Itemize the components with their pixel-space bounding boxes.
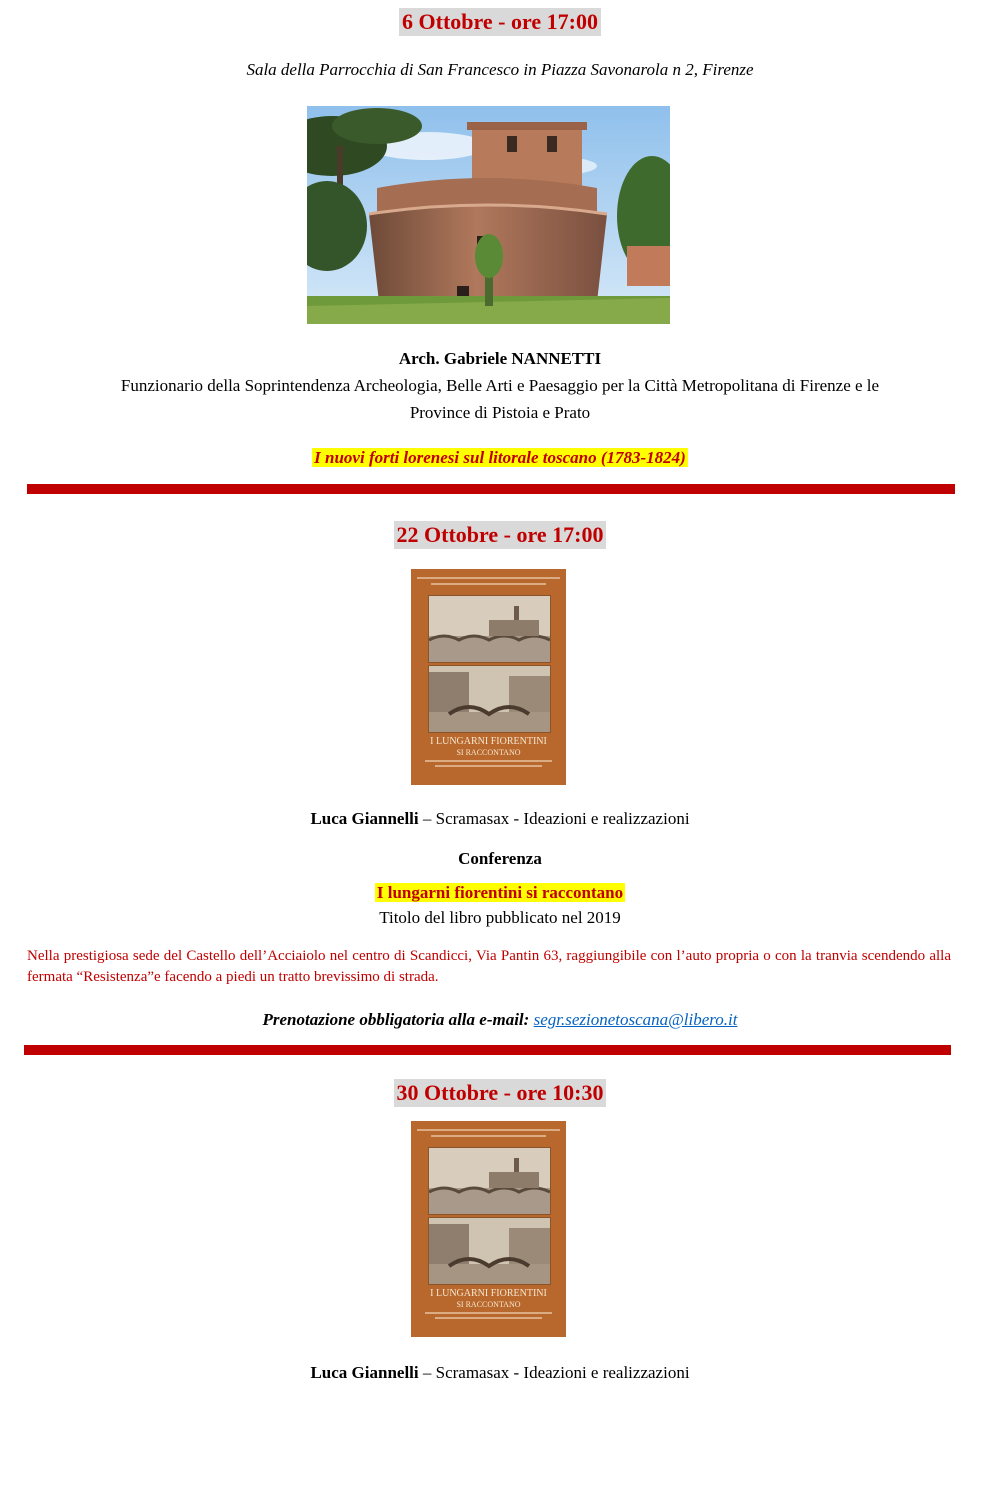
event1-date: 6 Ottobre - ore 17:00 xyxy=(399,8,601,36)
event2-speaker-name: Luca Giannelli xyxy=(310,809,419,828)
book-cover-subtitle: SI RACCONTANO xyxy=(456,748,521,757)
event2-location-note: Nella prestigiosa sede del Castello dell’Acciaiolo nel centro di Scandicci, Via Pantin 63, raggiungibile con l’auto propria o con la tranvia scendendo alla fermata “Resistenza”e facendo a piedi un tratto brevissimo di strada. xyxy=(27,948,951,985)
event1-speaker-role-line2: Province di Pistoia e Prato xyxy=(409,403,591,422)
event2-speaker xyxy=(0,805,1000,832)
fort-photo-image xyxy=(307,106,670,324)
book-illustration-bottom-2 xyxy=(428,1217,551,1285)
fort-photo xyxy=(307,106,670,324)
event3-date-row xyxy=(0,1079,1000,1107)
event2-date: 22 Ottobre - ore 17:00 xyxy=(394,521,607,549)
section-divider xyxy=(27,484,955,494)
event1-date-row xyxy=(0,8,1000,36)
book-illustration-bottom xyxy=(428,665,551,733)
book-cover-title: I LUNGARNI FIORENTINI xyxy=(430,736,547,747)
book-cover-1 xyxy=(411,569,566,785)
section-divider-2 xyxy=(24,1045,951,1055)
book-cover-title-2: I LUNGARNI FIORENTINI xyxy=(430,1288,547,1299)
booking-label: Prenotazione obbligatoria alla e-mail: xyxy=(262,1010,530,1029)
event2-title-row xyxy=(0,883,1000,903)
event2-type: Conferenza xyxy=(458,849,542,868)
event1-venue: Sala della Parrocchia di San Francesco in Piazza Savonarola n 2, Firenze xyxy=(246,60,754,79)
event1-title-row xyxy=(0,448,1000,468)
event3-date: 30 Ottobre - ore 10:30 xyxy=(394,1079,607,1107)
book-illustration-top-2 xyxy=(428,1147,551,1215)
event2-date-row xyxy=(0,521,1000,549)
event1-title: I nuovi forti lorenesi sul litorale toscano (1783-1824) xyxy=(314,448,686,467)
book-illustration-top xyxy=(428,595,551,663)
book-cover-subtitle-2: SI RACCONTANO xyxy=(456,1300,521,1309)
event3-speaker-rest: – Scramasax - Ideazioni e realizzazioni xyxy=(418,1363,690,1382)
event2-speaker-rest: – Scramasax - Ideazioni e realizzazioni xyxy=(418,809,690,828)
event3-speaker-name: Luca Giannelli xyxy=(310,1363,419,1382)
event1-speaker-role-line1: Funzionario della Soprintendenza Archeologia, Belle Arti e Paesaggio per la Città Metropolitana di Firenze e le xyxy=(120,376,880,395)
book-cover-2 xyxy=(411,1121,566,1337)
event2-subtitle: Titolo del libro pubblicato nel 2019 xyxy=(379,908,621,927)
event2-title: I lungarni fiorentini si raccontano xyxy=(376,883,624,902)
event1-speaker-name: Arch. Gabriele NANNETTI xyxy=(398,349,602,368)
booking-email-link[interactable]: segr.sezionetoscana@libero.it xyxy=(533,1010,738,1029)
event3-speaker xyxy=(0,1359,1000,1386)
event2-booking xyxy=(0,1006,1000,1033)
